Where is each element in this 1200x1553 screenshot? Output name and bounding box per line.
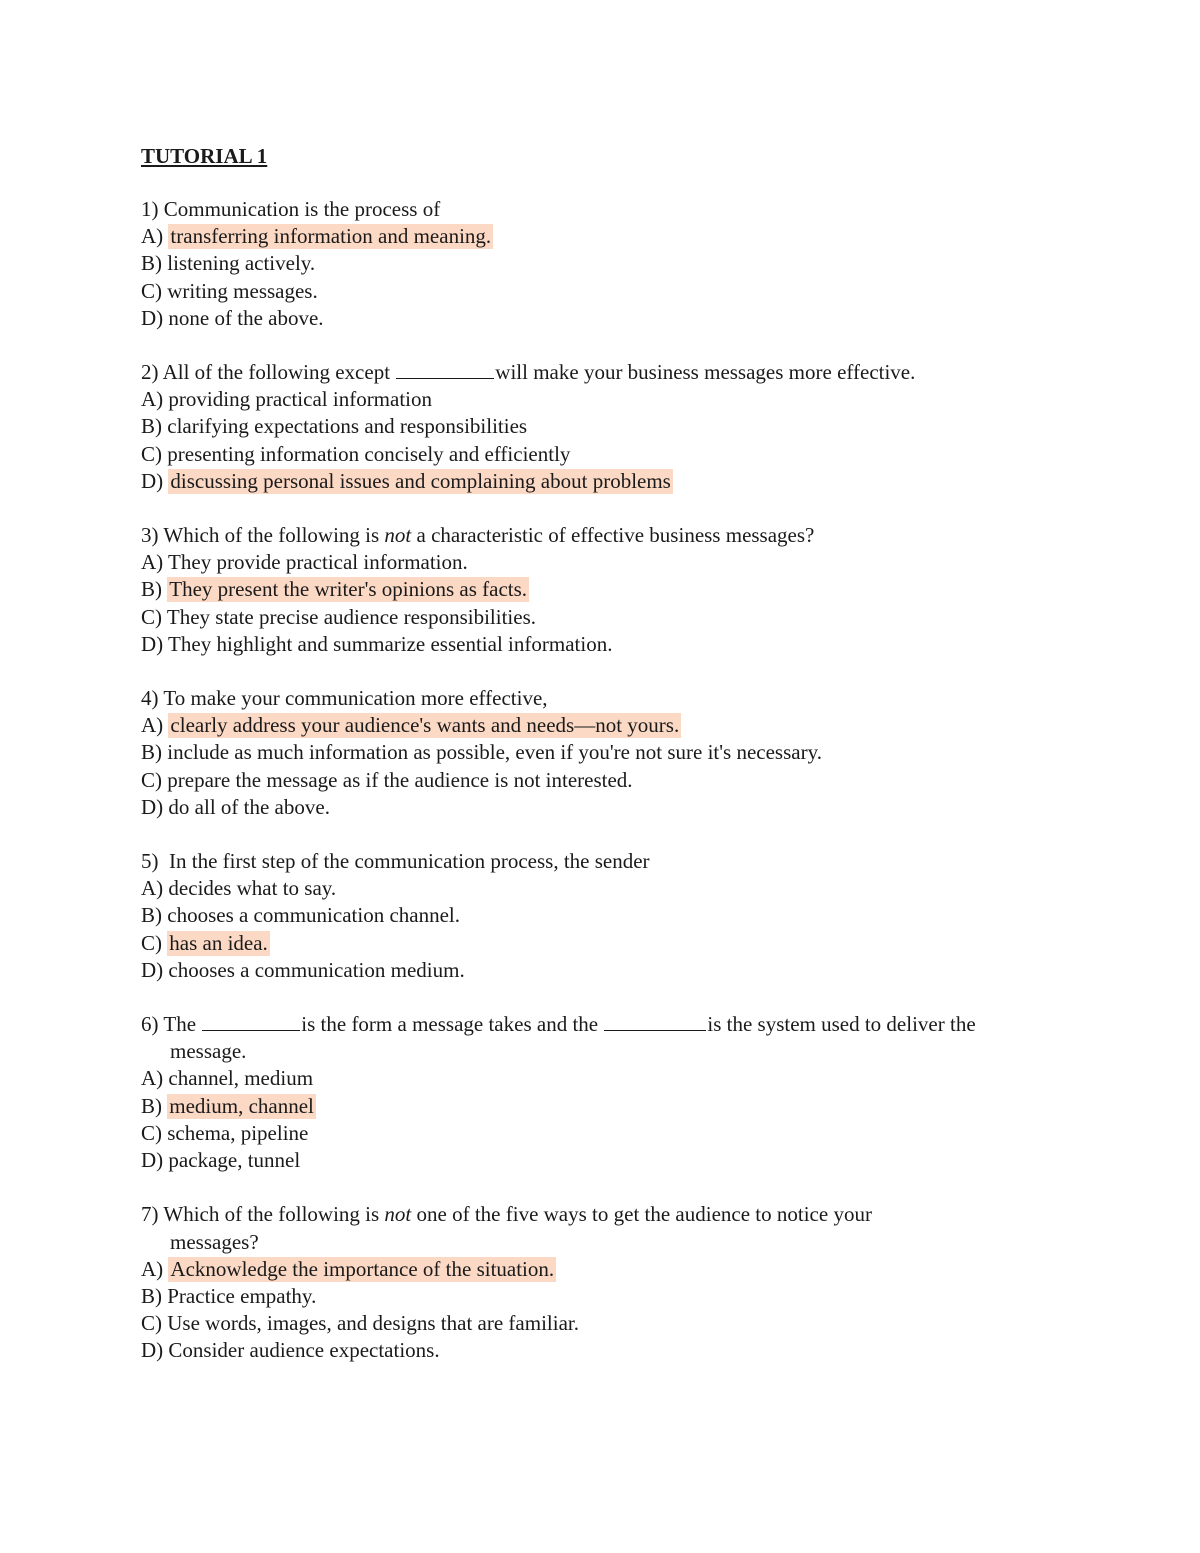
option-c bbox=[141, 278, 1081, 305]
option-text-highlighted: They present the writer's opinions as facts. bbox=[169, 577, 528, 602]
option-b bbox=[141, 576, 1081, 603]
option-c bbox=[141, 1310, 1081, 1337]
option-letter: C) bbox=[141, 441, 162, 466]
option-text: Use words, images, and designs that are familiar. bbox=[167, 1311, 579, 1336]
option-text: Consider audience expectations. bbox=[168, 1338, 440, 1363]
option-text-highlighted: has an idea. bbox=[169, 930, 268, 955]
option-d bbox=[141, 1337, 1081, 1364]
question-number: 1) bbox=[141, 197, 159, 221]
option-c bbox=[141, 1120, 1081, 1147]
option-text: They highlight and summarize essential information. bbox=[168, 631, 613, 656]
option-text: do all of the above. bbox=[168, 794, 330, 819]
option-text: include as much information as possible, even if you're not sure it's necessary. bbox=[167, 740, 822, 765]
option-letter: A) bbox=[141, 387, 164, 412]
option-text: Practice empathy. bbox=[167, 1283, 317, 1308]
option-text-highlighted: medium, channel bbox=[169, 1093, 314, 1118]
question-text: is the system used to deliver the bbox=[707, 1012, 976, 1037]
option-text: listening actively. bbox=[167, 251, 316, 276]
option-text: prepare the message as if the audience is not interested. bbox=[167, 767, 633, 792]
question-6 bbox=[141, 1011, 1081, 1174]
question-text: All of the following except bbox=[162, 360, 391, 385]
option-letter: A) bbox=[141, 876, 164, 901]
option-letter: D) bbox=[141, 468, 164, 493]
option-a bbox=[141, 875, 1081, 902]
option-letter: C) bbox=[141, 278, 162, 303]
option-letter: D) bbox=[141, 631, 164, 656]
option-letter: D) bbox=[141, 1338, 164, 1363]
option-b bbox=[141, 250, 1081, 277]
question-stem bbox=[141, 1011, 1081, 1038]
option-text-highlighted: discussing personal issues and complaining about problems bbox=[170, 468, 671, 493]
question-text: The bbox=[163, 1012, 197, 1037]
option-a bbox=[141, 712, 1081, 739]
option-text: clarifying expectations and responsibilities bbox=[167, 414, 528, 439]
option-text: schema, pipeline bbox=[167, 1120, 309, 1145]
question-emphasis: not bbox=[384, 1202, 412, 1227]
option-d bbox=[141, 957, 1081, 984]
question-stem bbox=[141, 522, 1081, 549]
option-letter: C) bbox=[141, 604, 162, 629]
option-b bbox=[141, 413, 1081, 440]
option-text-highlighted: transferring information and meaning. bbox=[170, 224, 492, 249]
option-text: decides what to say. bbox=[168, 876, 337, 901]
option-a bbox=[141, 1065, 1081, 1092]
option-letter: C) bbox=[141, 767, 162, 792]
document-page bbox=[141, 141, 1081, 1392]
option-letter: B) bbox=[141, 903, 162, 928]
option-a bbox=[141, 223, 1081, 250]
option-text: chooses a communication medium. bbox=[168, 957, 465, 982]
question-stem bbox=[141, 196, 1081, 223]
question-text: In the first step of the communication process, the sender bbox=[169, 849, 650, 874]
option-a bbox=[141, 549, 1081, 576]
option-letter: A) bbox=[141, 550, 164, 575]
question-text: Which of the following is bbox=[163, 523, 380, 548]
option-letter: B) bbox=[141, 1093, 162, 1118]
option-b bbox=[141, 1093, 1081, 1120]
fill-in-blank bbox=[604, 1012, 706, 1031]
question-text: a characteristic of effective business messages? bbox=[416, 523, 815, 548]
question-text: one of the five ways to get the audience to notice your bbox=[416, 1202, 872, 1227]
option-letter: D) bbox=[141, 1148, 164, 1173]
document-title: TUTORIAL 1 bbox=[141, 144, 268, 168]
question-5 bbox=[141, 848, 1081, 984]
option-letter: B) bbox=[141, 740, 162, 765]
question-number: 5) bbox=[141, 849, 159, 874]
option-d bbox=[141, 305, 1081, 332]
option-letter: C) bbox=[141, 1120, 162, 1145]
question-text: Which of the following is bbox=[163, 1202, 380, 1227]
option-letter: A) bbox=[141, 1066, 164, 1091]
question-number: 2) bbox=[141, 360, 159, 385]
option-c bbox=[141, 604, 1081, 631]
option-letter: B) bbox=[141, 1283, 162, 1308]
option-d bbox=[141, 631, 1081, 658]
question-text: will make your business messages more effective. bbox=[495, 360, 916, 385]
option-text: chooses a communication channel. bbox=[167, 903, 460, 928]
option-text: They state precise audience responsibilities. bbox=[166, 604, 536, 629]
question-3 bbox=[141, 522, 1081, 658]
option-text: package, tunnel bbox=[168, 1148, 301, 1173]
option-letter: C) bbox=[141, 1311, 162, 1336]
option-b bbox=[141, 739, 1081, 766]
question-number: 4) bbox=[141, 686, 159, 711]
question-text: To make your communication more effective, bbox=[163, 686, 548, 711]
option-letter: B) bbox=[141, 577, 162, 602]
option-a bbox=[141, 1256, 1081, 1283]
option-letter: A) bbox=[141, 713, 164, 738]
question-2 bbox=[141, 359, 1081, 495]
option-letter: D) bbox=[141, 794, 164, 819]
option-d bbox=[141, 794, 1081, 821]
option-text: writing messages. bbox=[167, 278, 318, 303]
option-text: providing practical information bbox=[168, 387, 433, 412]
fill-in-blank bbox=[202, 1012, 300, 1031]
option-text: none of the above. bbox=[168, 305, 324, 330]
option-text: presenting information concisely and efficiently bbox=[167, 441, 571, 466]
option-text: They provide practical information. bbox=[168, 550, 468, 575]
question-text: Communication is the process of bbox=[163, 197, 441, 221]
option-b bbox=[141, 902, 1081, 929]
question-stem bbox=[141, 1201, 1081, 1228]
option-c bbox=[141, 930, 1081, 957]
option-letter: B) bbox=[141, 414, 162, 439]
question-stem bbox=[141, 848, 1081, 875]
question-emphasis: not bbox=[384, 523, 412, 548]
option-text-highlighted: clearly address your audience's wants and needs—not yours. bbox=[170, 713, 680, 738]
fill-in-blank bbox=[396, 360, 494, 379]
question-7 bbox=[141, 1201, 1081, 1364]
option-letter: C) bbox=[141, 930, 162, 955]
question-stem-continued: message. bbox=[170, 1039, 247, 1064]
question-number: 7) bbox=[141, 1202, 159, 1227]
option-d bbox=[141, 468, 1081, 495]
question-stem bbox=[141, 685, 1081, 712]
option-c bbox=[141, 767, 1081, 794]
question-stem-continued: messages? bbox=[170, 1229, 259, 1254]
option-d bbox=[141, 1147, 1081, 1174]
option-text-highlighted: Acknowledge the importance of the situation. bbox=[170, 1256, 555, 1281]
option-c bbox=[141, 441, 1081, 468]
option-letter: D) bbox=[141, 957, 164, 982]
question-number: 3) bbox=[141, 523, 159, 548]
option-letter: D) bbox=[141, 305, 164, 330]
question-text: is the form a message takes and the bbox=[301, 1012, 599, 1037]
option-letter: B) bbox=[141, 251, 162, 276]
question-4 bbox=[141, 685, 1081, 821]
option-letter: A) bbox=[141, 224, 164, 249]
question-1 bbox=[141, 196, 1081, 332]
question-number: 6) bbox=[141, 1012, 159, 1037]
question-stem bbox=[141, 359, 1081, 386]
option-a bbox=[141, 386, 1081, 413]
option-text: channel, medium bbox=[168, 1066, 314, 1091]
option-b bbox=[141, 1283, 1081, 1310]
option-letter: A) bbox=[141, 1256, 164, 1281]
